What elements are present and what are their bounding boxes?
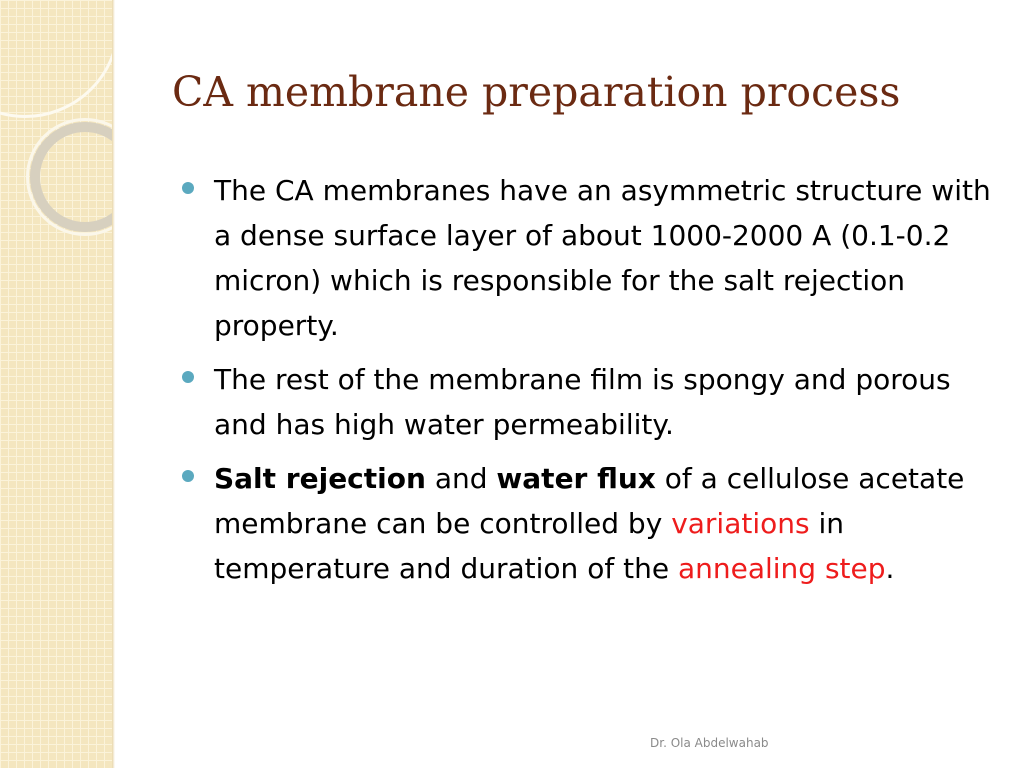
bullet-item bbox=[182, 357, 997, 447]
bold-term-salt-rejection: Salt rejection bbox=[214, 462, 426, 495]
bullet-text: The rest of the membrane film is spongy and porous and has high water permeability. bbox=[214, 363, 951, 441]
side-panel-edge bbox=[112, 0, 115, 768]
bullet-text: . bbox=[885, 552, 895, 585]
bullet-text: The CA membranes have an asymmetric structure with a dense surface layer of about 1000-2000 A (0.1-0.2 micron) which is responsible for the salt rejection property. bbox=[214, 174, 991, 342]
slide-title: CA membrane preparation process bbox=[172, 68, 901, 116]
decorative-ring-icon bbox=[0, 0, 112, 118]
bullet-list bbox=[182, 168, 997, 600]
bullet-text: in temperature and duration of the bbox=[214, 507, 845, 585]
bold-term-water-flux: water flux bbox=[496, 462, 656, 495]
decorative-side-panel bbox=[0, 0, 112, 768]
bullet-item bbox=[182, 456, 997, 591]
bullet-dot-icon bbox=[182, 470, 194, 482]
bullet-text: of a cellulose acetate membrane can be controlled by bbox=[214, 462, 965, 540]
highlight-variations: variations bbox=[671, 507, 810, 540]
bullet-item bbox=[182, 168, 997, 348]
bullet-text: and bbox=[425, 462, 497, 495]
decorative-ring-icon bbox=[26, 118, 112, 236]
highlight-annealing-step: annealing step bbox=[677, 552, 886, 585]
bullet-dot-icon bbox=[182, 371, 194, 383]
bullet-dot-icon bbox=[182, 182, 194, 194]
slide-footer-author: Dr. Ola Abdelwahab bbox=[650, 736, 769, 750]
